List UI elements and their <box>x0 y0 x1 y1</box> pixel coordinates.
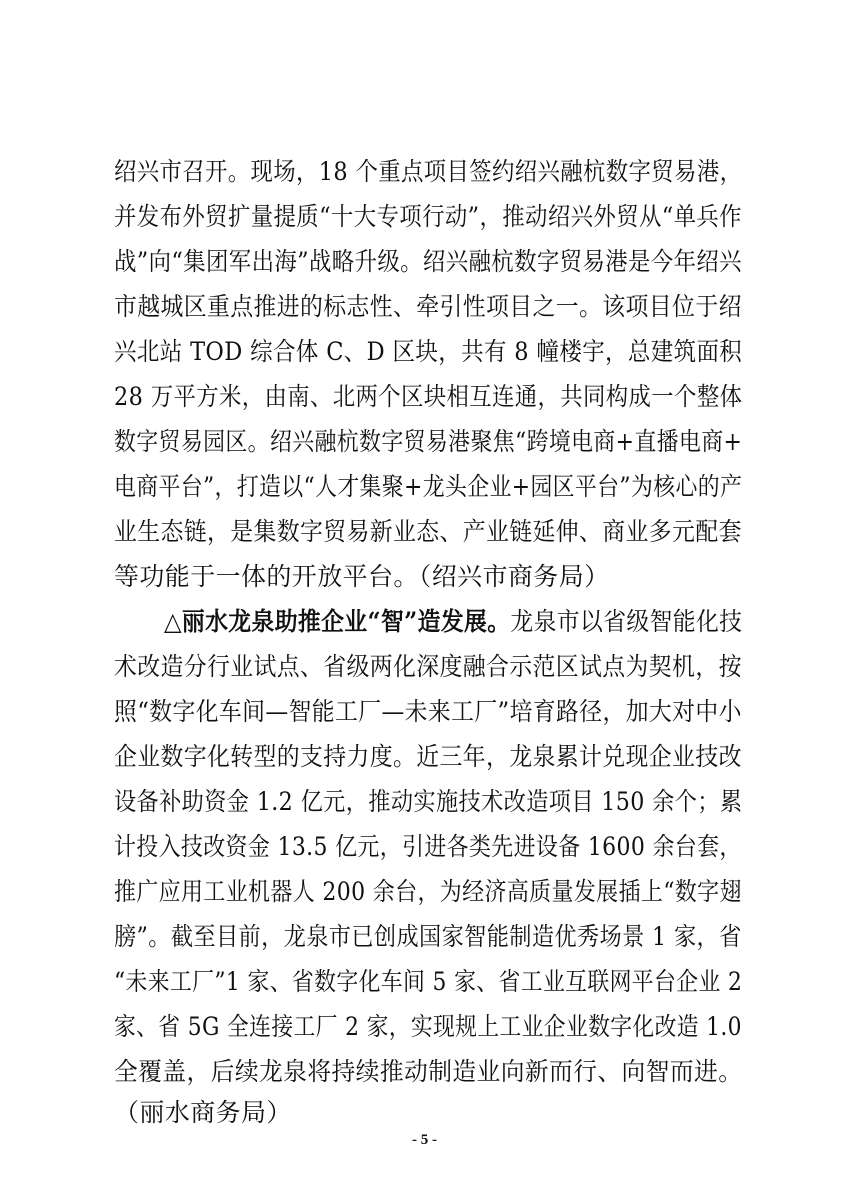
text-line: 数字贸易园区。绍兴融杭数字贸易港聚焦“跨境电商+直播电商+ <box>114 427 743 456</box>
text-line <box>164 607 743 637</box>
text-line: 术改造分行业试点、省级两化深度融合示范区试点为契机，按 <box>114 652 742 681</box>
text-line: 全覆盖，后续龙泉将持续推动制造业向新而行、向智而进。 <box>114 1057 743 1086</box>
text-line: 膀”。截至目前，龙泉市已创成国家智能制造优秀场景 1 家，省 <box>114 922 742 951</box>
text-line: 28 万平方米，由南、北两个区块相互连通，共同构成一个整体 <box>114 382 743 411</box>
text-line: 电商平台”，打造以“人才集聚+龙头企业+园区平台”为核心的产 <box>114 472 743 501</box>
heading-continuation: 龙泉市以省级智能化技 <box>510 607 743 636</box>
page-number: - 5 - <box>412 1132 437 1148</box>
text-line: “未来工厂”1 家、省数字化车间 5 家、省工业互联网平台企业 2 <box>114 967 743 996</box>
text-line: 企业数字化转型的支持力度。近三年，龙泉累计兑现企业技改 <box>114 742 742 771</box>
text-line: 兴北站 TOD 综合体 C、D 区块，共有 8 幢楼宇，总建筑面积 <box>114 337 743 366</box>
text-line: 战”向“集团军出海”战略升级。绍兴融杭数字贸易港是今年绍兴 <box>114 247 742 276</box>
text-line: 家、省 5G 全连接工厂 2 家，实现规上工业企业数字化改造 1.0 <box>114 1012 742 1041</box>
section-heading: △丽水龙泉助推企业“智”造发展。 <box>164 607 511 636</box>
text-line: 计投入技改资金 13.5 亿元，引进各类先进设备 1600 余台套， <box>114 832 742 861</box>
text-line: 设备补助资金 1.2 亿元，推动实施技术改造项目 150 余个；累 <box>114 787 743 816</box>
text-line: 市越城区重点推进的标志性、牵引性项目之一。该项目位于绍 <box>114 292 742 321</box>
text-line: 业生态链，是集数字贸易新业态、产业链延伸、商业多元配套 <box>114 517 742 546</box>
text-line: （丽水商务局） <box>114 1098 292 1127</box>
text-line: 等功能于一体的开放平台。（绍兴市商务局） <box>114 562 610 591</box>
text-line: 照“数字化车间—智能工厂—未来工厂”培育路径，加大对中小 <box>114 697 742 726</box>
text-line: 绍兴市召开。现场，18 个重点项目签约绍兴融杭数字贸易港， <box>114 157 743 186</box>
text-line: 推广应用工业机器人 200 余台，为经济高质量发展插上“数字翅 <box>114 877 742 906</box>
text-line: 并发布外贸扩量提质“十大专项行动”，推动绍兴外贸从“单兵作 <box>114 202 742 231</box>
